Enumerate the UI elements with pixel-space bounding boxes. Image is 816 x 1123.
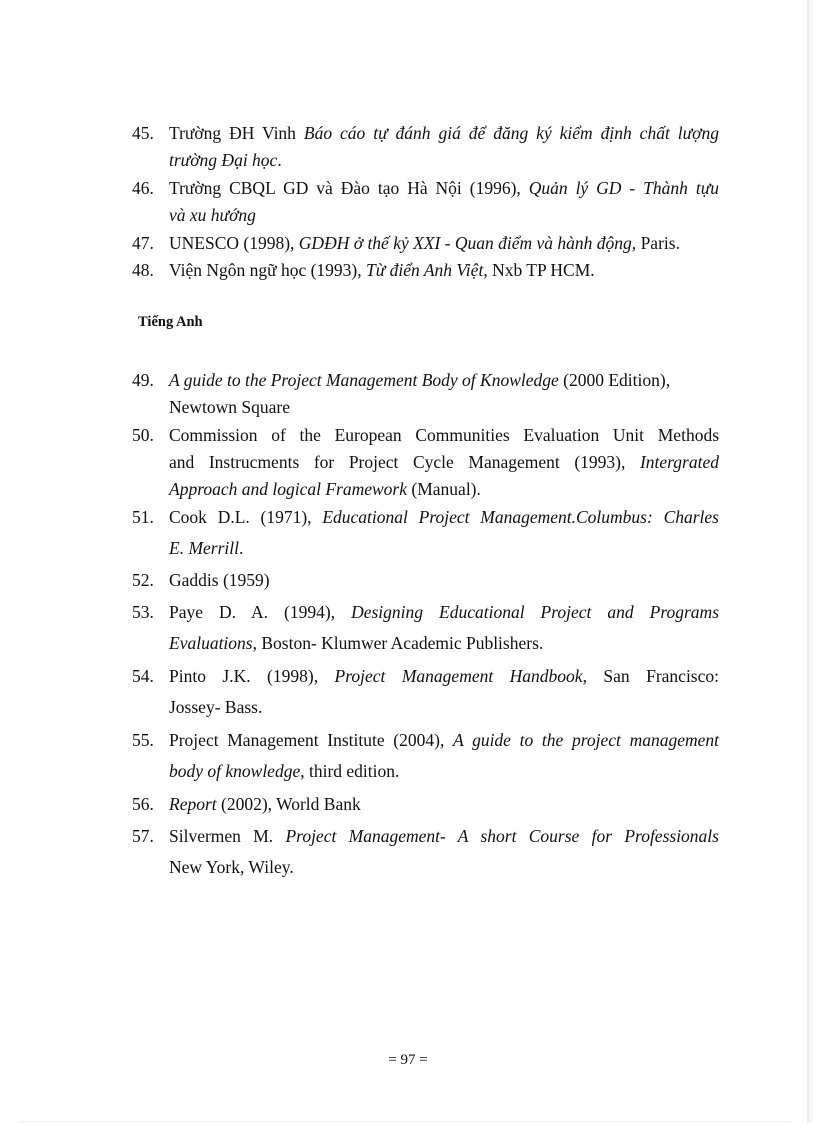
page-bottom-border [20, 1121, 790, 1122]
text: Pinto J.K. (1998), [169, 666, 335, 686]
reference-number: 50. [132, 425, 154, 445]
text: , Nxb TP HCM. [483, 260, 595, 280]
reference-number: 49. [132, 370, 154, 390]
text: Project Management Institute (2004), [169, 730, 454, 750]
text: Silvermen M. [169, 826, 286, 846]
reference-line [169, 233, 719, 253]
italic-text: Quản lý GD - Thành tựu [528, 178, 719, 198]
text: Gaddis (1959) [169, 570, 270, 590]
text: (2002), World Bank [216, 794, 361, 814]
reference-line [169, 479, 719, 499]
text: New York, Wiley. [169, 857, 294, 877]
reference-number: 56. [132, 794, 154, 814]
reference-line [169, 260, 719, 280]
section-heading: Tiếng Anh [138, 314, 203, 330]
reference-line [169, 425, 719, 445]
text: (Manual). [407, 479, 481, 499]
text: , San Francisco: [582, 666, 719, 686]
page-edge-shadow [811, 0, 813, 1123]
reference-line [169, 666, 719, 686]
reference-number: 45. [132, 123, 154, 143]
italic-text: A guide to the Project Management Body of Knowledge [169, 370, 559, 390]
text: Paye D. A. (1994), [169, 602, 352, 622]
italic-text: Report [169, 794, 217, 814]
reference-line [169, 370, 719, 390]
reference-line [169, 507, 719, 527]
reference-line [169, 697, 719, 717]
text: and Instrucments for Project Cycle Management (1993), [169, 452, 640, 472]
reference-number: 55. [132, 730, 154, 750]
italic-text: Evaluations [169, 633, 253, 653]
page-edge-shadow [807, 0, 810, 1123]
reference-line [169, 602, 719, 622]
text: (2000 Edition), [558, 370, 671, 390]
text: . [277, 150, 282, 170]
reference-line [169, 123, 719, 143]
text: . [239, 538, 244, 558]
text: Viện Ngôn ngữ học (1993), [169, 260, 367, 280]
italic-text: E. Merrill [169, 538, 239, 558]
italic-text: Báo cáo tự đánh giá để đăng ký kiểm định chất lượng [303, 123, 719, 143]
page-number: = 97 = [388, 1052, 428, 1068]
italic-text: Project Management Handbook [334, 666, 583, 686]
reference-line [169, 178, 719, 198]
italic-text: Từ điển Anh Việt [366, 260, 484, 280]
italic-text: body of knowledge [169, 761, 301, 781]
text: Trường ĐH Vinh [169, 123, 304, 143]
reference-line [169, 633, 719, 653]
reference-number: 54. [132, 666, 154, 686]
reference-number: 47. [132, 233, 154, 253]
reference-number: 52. [132, 570, 154, 590]
text: , third edition. [300, 761, 400, 781]
reference-line [169, 826, 719, 846]
italic-text: trường Đại học [169, 150, 278, 170]
reference-line [169, 794, 719, 814]
italic-text: Project Management- A short Course for Professionals [285, 826, 719, 846]
reference-number: 46. [132, 178, 154, 198]
reference-line [169, 452, 719, 472]
reference-line [169, 397, 719, 417]
text: Jossey- Bass. [169, 697, 263, 717]
reference-line [169, 205, 719, 225]
italic-text: và xu hướng [169, 205, 256, 225]
reference-number: 48. [132, 260, 154, 280]
reference-line [169, 730, 719, 750]
italic-text: Intergrated [639, 452, 719, 472]
reference-line [169, 857, 719, 877]
text: Commission of the European Communities Evaluation Unit Methods [169, 425, 719, 445]
text: Paris. [636, 233, 680, 253]
text: , Boston- Klumwer Academic Publishers. [252, 633, 544, 653]
reference-number: 51. [132, 507, 154, 527]
text: Trường CBQL GD và Đào tạo Hà Nội (1996), [169, 178, 529, 198]
text: UNESCO (1998), [169, 233, 299, 253]
italic-text: A guide to the project management [453, 730, 719, 750]
italic-text: Designing Educational Project and Programs [351, 602, 719, 622]
reference-line [169, 150, 719, 170]
text: Newtown Square [169, 397, 291, 417]
reference-line [169, 761, 719, 781]
italic-text: Educational Project Management.Columbus: Charles [322, 507, 719, 527]
italic-text: GDĐH ở thế kỷ XXI - Quan điểm và hành động, [298, 233, 637, 253]
reference-number: 53. [132, 602, 154, 622]
reference-line [169, 538, 719, 558]
text: Cook D.L. (1971), [169, 507, 323, 527]
reference-line [169, 570, 719, 590]
italic-text: Approach and logical Framework [169, 479, 408, 499]
reference-number: 57. [132, 826, 154, 846]
